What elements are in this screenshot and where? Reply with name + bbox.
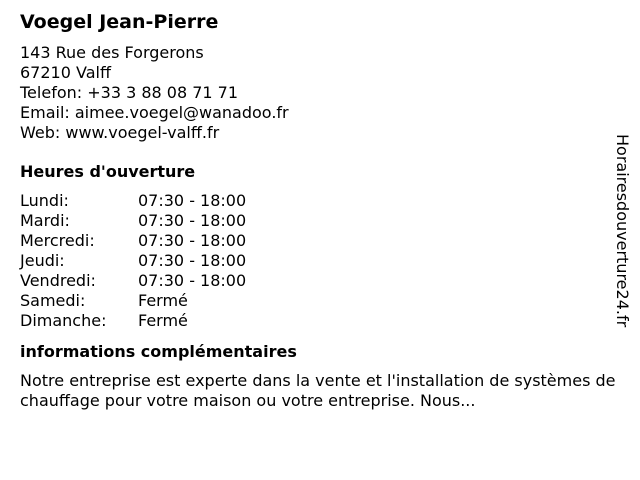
business-card xyxy=(20,10,620,411)
hours-row xyxy=(20,211,620,231)
day-hours: 07:30 - 18:00 xyxy=(138,251,247,270)
hours-row xyxy=(20,311,620,331)
brand-watermark: Horairesdouverture24.fr xyxy=(613,134,632,328)
info-description: Notre entreprise est experte dans la vente et l'installation de systèmes de chauffage pour votre maison ou votre entreprise. Nous... xyxy=(20,371,616,410)
day-label: Mercredi: xyxy=(20,231,95,250)
day-label: Jeudi: xyxy=(20,251,65,270)
address-city: 67210 Valff xyxy=(20,63,111,82)
hours-heading: Heures d'ouverture xyxy=(20,162,196,181)
day-hours: Fermé xyxy=(138,291,188,310)
web-line: Web: www.voegel-valff.fr xyxy=(20,123,220,142)
hours-row xyxy=(20,231,620,251)
day-hours: Fermé xyxy=(138,311,188,330)
hours-row xyxy=(20,191,620,211)
day-label: Vendredi: xyxy=(20,271,96,290)
day-hours: 07:30 - 18:00 xyxy=(138,211,247,230)
day-hours: 07:30 - 18:00 xyxy=(138,191,247,210)
hours-row xyxy=(20,251,620,271)
day-label: Dimanche: xyxy=(20,311,107,330)
day-label: Mardi: xyxy=(20,211,70,230)
phone-line: Telefon: +33 3 88 08 71 71 xyxy=(20,83,239,102)
address-street: 143 Rue des Forgerons xyxy=(20,43,204,62)
day-label: Lundi: xyxy=(20,191,69,210)
day-hours: 07:30 - 18:00 xyxy=(138,231,247,250)
business-name: Voegel Jean-Pierre xyxy=(20,11,219,33)
hours-row xyxy=(20,291,620,311)
day-hours: 07:30 - 18:00 xyxy=(138,271,247,290)
email-line: Email: aimee.voegel@wanadoo.fr xyxy=(20,103,289,122)
hours-row xyxy=(20,271,620,291)
info-heading: informations complémentaires xyxy=(20,342,297,361)
hours-table xyxy=(20,191,620,331)
day-label: Samedi: xyxy=(20,291,86,310)
